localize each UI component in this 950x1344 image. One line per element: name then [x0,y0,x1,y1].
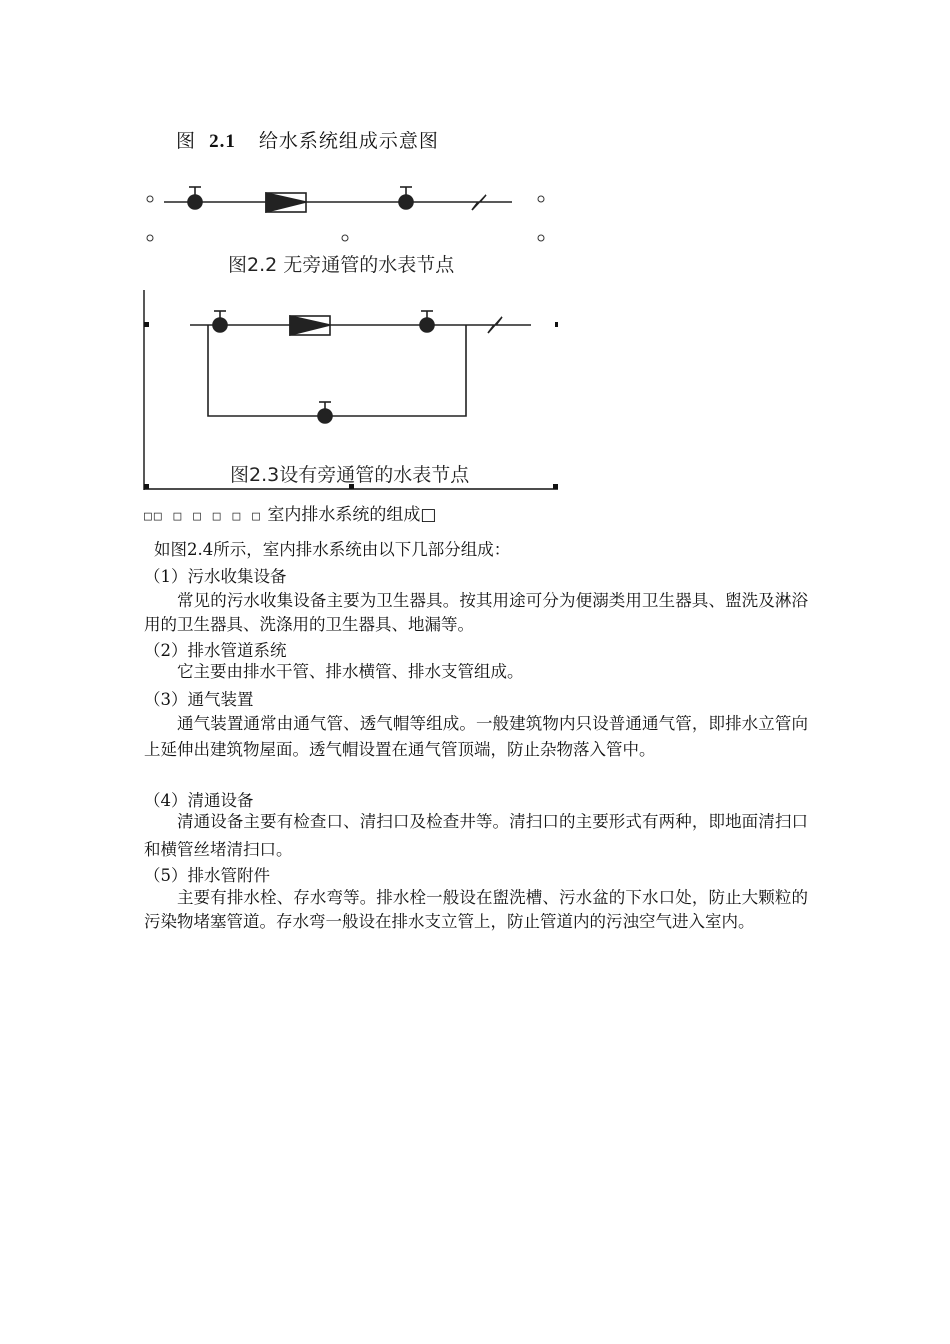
frame-handle [144,322,149,327]
figure-2-3-diagram [190,317,531,416]
bypass-gate-valve-icon [318,409,332,423]
item-4-text: 清通设备主要有检查口、清扫口及检查井等。清扫口的主要形式有两种，即地面清扫口和横管丝堵清扫口。 [144,812,808,859]
bypass-pipe-line [208,325,466,416]
selection-handle [147,235,153,241]
selection-handle [147,196,153,202]
gate-valve-icon [399,195,413,209]
figure-2-3-caption: 图2.3设有旁通管的水表节点 [230,464,470,486]
item-3-heading: （3）通气装置 [144,690,254,709]
figure-title: 给水系统组成示意图 [258,130,439,152]
selection-handle [538,196,544,202]
item-4-heading: （4）清通设备 [144,791,254,810]
figure-number: 2.1 [209,131,236,152]
figure-2-2-symbols [188,187,413,212]
item-3-text: 通气装置通常由通气管、透气帽等组成。一般建筑物内只设普通通气管，即排水立管向上延伸出建筑物屋面。透气帽设置在通气管顶端，防止杂物落入管中。 [144,714,808,759]
item-2-text: 它主要由排水干管、排水横管、排水支管组成。 [177,662,524,681]
gate-valve-icon [420,318,434,332]
item-5-text: 主要有排水栓、存水弯等。排水栓一般设在盥洗槽、污水盆的下水口处，防止大颗粒的污染物堵塞管道。存水弯一般设在排水支立管上，防止管道内的污浊空气进入室内。 [144,888,808,931]
check-valve-symbol [458,195,512,210]
frame-handle [144,484,149,489]
gate-valve-icon [213,318,227,332]
item-2-heading: （2）排水管道系统 [144,641,287,660]
item-5-heading: （5）排水管附件 [144,866,270,885]
selection-handle [342,235,348,241]
frame-handle [555,322,558,327]
intro-paragraph: 如图2.4所示，室内排水系统由以下几部分组成： [154,540,511,559]
figure-2-3-symbols [213,311,434,423]
placeholder-glyphs: □□ □ □ □ □ □ [144,509,262,524]
figure-2-2-caption: 图2.2 无旁通管的水表节点 [228,254,455,276]
section-title: 室内排水系统的组成□ [267,505,437,525]
item-1-text: 常见的污水收集设备主要为卫生器具。按其用途可分为便溺类用卫生器具、盥洗及淋浴用的卫生器具、洗涤用的卫生器具、地漏等。 [144,591,808,634]
gate-valve-icon [188,195,202,209]
frame-handle [553,484,558,489]
selection-handle [538,235,544,241]
check-valve-symbol [476,317,531,333]
item-1-heading: （1）污水收集设备 [144,567,287,586]
figure-2-2-diagram [164,195,512,210]
water-meter-diagrams [0,0,950,520]
figure-prefix: 图 [176,130,197,152]
section-heading [144,500,436,525]
